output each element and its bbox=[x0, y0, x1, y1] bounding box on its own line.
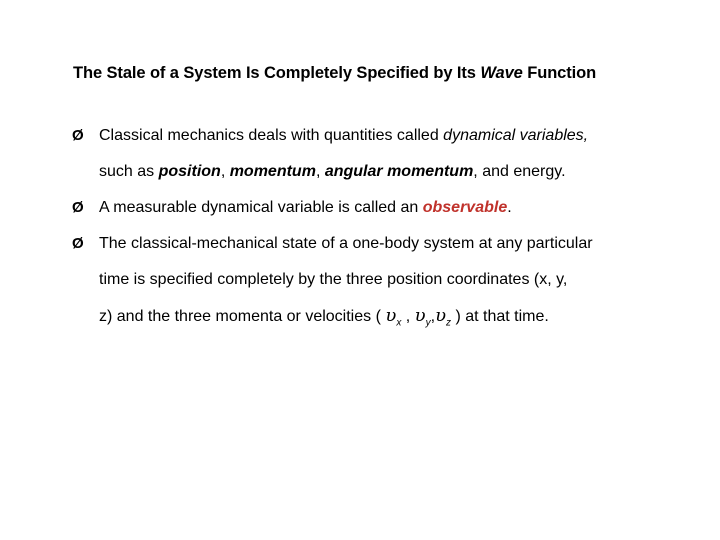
bullet3-line-3a: z) and the three momenta or velocities ( bbox=[99, 308, 386, 325]
title-text-wave: Wave bbox=[480, 64, 523, 82]
bullet1-text-position: position bbox=[158, 163, 221, 180]
bullet1-text-3: such as bbox=[99, 163, 159, 180]
velocity-z bbox=[435, 305, 452, 329]
velocity-symbol: υ bbox=[385, 305, 397, 326]
title-text-1: The Stale of a System Is Completely Specified by Its bbox=[73, 64, 481, 82]
bullet-item-observable bbox=[72, 190, 672, 226]
bullet1-text-9: , and energy. bbox=[473, 163, 566, 180]
bullet1-text-5: , bbox=[220, 163, 230, 180]
bullet1-text-momentum: momentum bbox=[229, 163, 316, 180]
bullet-item-classical-state bbox=[72, 226, 672, 342]
bullet1-text-dynamical: dynamical variables, bbox=[443, 127, 589, 144]
velocity-y bbox=[414, 305, 431, 329]
title-text-3: Function bbox=[522, 64, 597, 82]
bullet-item-dynamical-variables bbox=[72, 118, 672, 190]
velocity-sub-z: z bbox=[446, 317, 452, 329]
bullet2-text-observable: observable bbox=[422, 199, 508, 216]
velocity-sub-x: x bbox=[396, 317, 402, 329]
bullet2-text-1: A measurable dynamical variable is called an bbox=[99, 199, 423, 216]
bullet-arrow-icon: Ø bbox=[72, 199, 84, 216]
bullet3-line-3b: ) at that time. bbox=[451, 308, 549, 325]
bullet2-text-3: . bbox=[507, 199, 512, 216]
velocity-sep-1: , bbox=[401, 308, 415, 325]
velocity-symbol: υ bbox=[435, 305, 447, 326]
bullet-arrow-icon: Ø bbox=[72, 127, 84, 144]
bullet1-text-7: , bbox=[315, 163, 325, 180]
velocity-sub-y: y bbox=[425, 317, 431, 329]
bullet1-text-angular-momentum: angular momentum bbox=[324, 163, 474, 180]
bullet-arrow-icon: Ø bbox=[72, 235, 84, 252]
bullet1-text-1: Classical mechanics deals with quantities called bbox=[99, 127, 444, 144]
bullet3-line-2: time is specified completely by the three position coordinates (x, y, bbox=[99, 271, 568, 288]
bullet-list bbox=[72, 118, 672, 342]
velocity-x bbox=[385, 305, 402, 329]
slide-title bbox=[73, 64, 693, 83]
velocity-sep-2: , bbox=[430, 308, 436, 325]
bullet3-line-1: The classical-mechanical state of a one-body system at any particular bbox=[99, 235, 593, 252]
velocity-symbol: υ bbox=[414, 305, 426, 326]
